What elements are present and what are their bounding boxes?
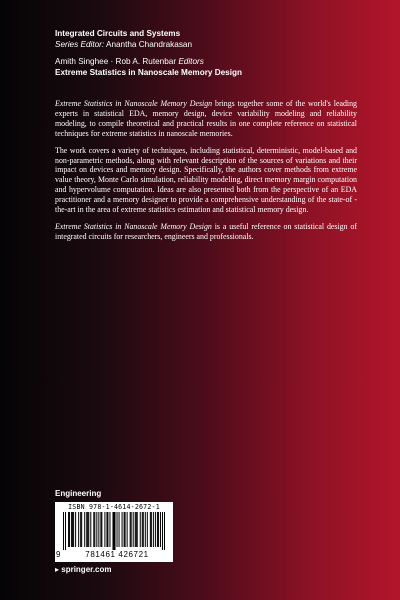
barcode-bar — [133, 512, 134, 547]
series-title: Integrated Circuits and Systems — [55, 29, 181, 38]
barcode-bar — [147, 512, 148, 547]
barcode-bar — [117, 512, 118, 547]
barcode-bar — [155, 512, 156, 547]
barcode — [55, 502, 173, 562]
book-title: Extreme Statistics in Nanoscale Memory Design — [55, 68, 243, 77]
barcode-bar — [86, 512, 87, 547]
barcode-bar — [122, 512, 123, 547]
barcode-bar — [63, 512, 64, 550]
barcode-digits: 781461 426721 — [85, 550, 149, 559]
barcode-bar — [109, 512, 110, 547]
barcode-bar — [158, 512, 159, 547]
editors-line — [55, 56, 375, 67]
barcode-bar — [151, 512, 152, 547]
blurb-title-ref: Extreme Statistics in Nanoscale Memory Design — [55, 221, 212, 231]
barcode-bar — [87, 512, 88, 547]
barcode-bar — [127, 512, 128, 547]
barcode-bar — [115, 512, 116, 550]
barcode-bar — [124, 512, 125, 547]
barcode-bar — [68, 512, 69, 547]
barcode-bar — [153, 512, 154, 547]
website-link[interactable]: springer.com — [61, 565, 112, 574]
barcode-bar — [137, 512, 138, 547]
barcode-bar — [81, 512, 82, 547]
barcode-bar — [106, 512, 107, 547]
publisher-website[interactable] — [55, 565, 112, 574]
blurb-p3-text: is a useful reference on statistical design of integrated circuits for researchers, engineers and professionals. — [55, 221, 357, 241]
barcode-bar — [125, 512, 126, 547]
barcode-bar — [104, 512, 105, 547]
category-label: Engineering — [55, 489, 102, 498]
barcode-bar — [101, 512, 102, 547]
series-editor-name: Anantha Chandrakasan — [105, 40, 193, 49]
barcode-bar — [135, 512, 136, 547]
barcode-bar — [157, 512, 158, 547]
barcode-bar — [164, 512, 165, 550]
editor-names: Amith Singhee · Rob A. Rutenbar — [55, 57, 177, 66]
barcode-bar — [73, 512, 74, 547]
barcode-bar — [65, 512, 66, 550]
barcode-bar — [145, 512, 146, 547]
barcode-bar — [96, 512, 97, 547]
barcode-bar — [119, 512, 120, 547]
blurb-paragraph-3 — [55, 222, 357, 242]
blurb — [55, 99, 357, 249]
series-editor — [55, 39, 375, 50]
barcode-bar — [114, 512, 115, 550]
barcode-bar — [98, 512, 99, 547]
barcode-bar — [75, 512, 76, 547]
barcode-lead-digit: 9 — [56, 550, 61, 559]
barcode-bar — [107, 512, 108, 547]
barcode-bar — [71, 512, 72, 547]
barcode-bar — [131, 512, 132, 547]
barcode-bar — [142, 512, 143, 547]
barcode-bar — [69, 512, 70, 547]
editors-block — [55, 56, 375, 78]
barcode-bar — [112, 512, 113, 550]
barcode-bar — [78, 512, 79, 547]
series-editor-label: Series Editor: — [55, 40, 105, 49]
isbn-text: ISBN 978-1-4614-2672-1 — [68, 503, 160, 511]
series-block — [55, 28, 375, 50]
barcode-bar — [143, 512, 144, 547]
barcode-bar — [162, 512, 163, 550]
barcode-bar — [90, 512, 91, 547]
barcode-bars — [63, 512, 165, 550]
barcode-bar — [93, 512, 94, 547]
blurb-paragraph-1 — [55, 99, 357, 139]
barcode-bar — [130, 512, 131, 547]
barcode-bar — [150, 512, 151, 547]
blurb-paragraph-2: The work covers a variety of techniques, including statistical, deterministic, model-based and non-parametric methods, along with relevant description of the sources of variations and their impact on devices and memory design. Specifically, the authors cover methods from extreme value theory, Monte Carlo simulation, reliability modeling, direct memory margin computation and hypervolume computation. Ideas are also presented both from the perspective of an EDA practitioner and a memory designer to provide a comprehensive understanding of the state-of -the-art in the area of extreme statistics estimation and statistical memory design. — [55, 145, 357, 215]
barcode-bar — [84, 512, 85, 547]
barcode-bar — [136, 512, 137, 547]
editors-label: Editors — [178, 57, 204, 66]
blurb-title-ref: Extreme Statistics in Nanoscale Memory Design — [55, 99, 213, 108]
barcode-bar — [72, 512, 73, 547]
barcode-bar — [100, 512, 101, 547]
barcode-bar — [140, 512, 141, 547]
barcode-bar — [94, 512, 95, 547]
arrow-icon: ▸ — [55, 565, 60, 574]
barcode-bar — [80, 512, 81, 547]
barcode-bar — [160, 512, 161, 547]
barcode-bar — [88, 512, 89, 547]
blurb-p1-text: brings together some of the world's leading experts in statistical EDA, memory design, device variability modeling and reliability modeling, to compile theoretical and practical results in one complete reference on statistical techniques for extreme statistics in nanoscale memories. — [55, 99, 357, 138]
